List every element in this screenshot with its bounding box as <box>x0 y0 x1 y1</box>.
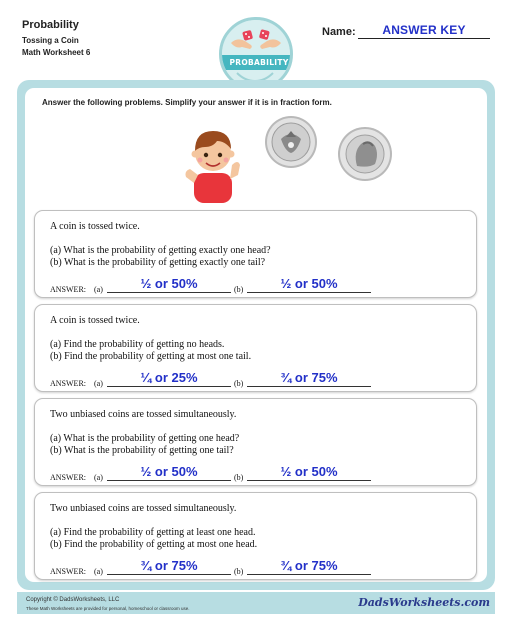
question-a: (a) What is the probability of getting exactly one head? <box>50 245 271 256</box>
problem-prompt: Two unbiased coins are tossed simultaneously. <box>50 409 237 420</box>
brand-logo: DadsWorksheets.com <box>358 596 490 609</box>
part-a-label: (a) <box>94 567 103 576</box>
problem-prompt: A coin is tossed twice. <box>50 221 140 232</box>
answer-b-line <box>247 574 371 575</box>
problem-card-3 <box>34 398 477 486</box>
answer-row <box>50 276 470 298</box>
answer-key-text: ANSWER KEY <box>382 23 466 37</box>
question-b: (b) Find the probability of getting at most one tail. <box>50 351 252 362</box>
answer-label: ANSWER: <box>50 473 86 482</box>
answer-label: ANSWER: <box>50 379 86 388</box>
question-b: (b) What is the probability of getting exactly one tail? <box>50 257 266 268</box>
problem-card-1 <box>34 210 477 298</box>
coin-heads-icon <box>333 126 397 182</box>
usage-note: These Math Worksheets are provided for personal, homeschool or classroom use. <box>26 606 190 611</box>
name-line <box>358 38 490 39</box>
part-a-label: (a) <box>94 285 103 294</box>
answer-a-value: ½ or 50% <box>140 276 198 291</box>
name-label: Name: <box>322 26 356 38</box>
answer-a-line <box>107 480 231 481</box>
worksheet-title: Probability <box>22 19 79 31</box>
answer-row <box>50 558 470 580</box>
answer-a-value: ½ or 50% <box>140 464 198 479</box>
answer-b-value: ½ or 50% <box>280 276 338 291</box>
worksheet-header <box>0 0 512 92</box>
question-a: (a) What is the probability of getting one head? <box>50 433 240 444</box>
answer-row <box>50 370 470 392</box>
worksheet-number: Math Worksheet 6 <box>22 48 91 57</box>
question-a: (a) Find the probability of getting no heads. <box>50 339 225 350</box>
answer-a-line <box>107 292 231 293</box>
part-a-label: (a) <box>94 379 103 388</box>
answer-a-line <box>107 386 231 387</box>
problem-prompt: Two unbiased coins are tossed simultaneously. <box>50 503 237 514</box>
copyright-text: Copyright © DadsWorksheets, LLC <box>26 597 120 603</box>
answer-label: ANSWER: <box>50 285 86 294</box>
boy-illustration <box>182 125 244 205</box>
answer-label: ANSWER: <box>50 567 86 576</box>
answer-b-line <box>247 386 371 387</box>
question-a: (a) Find the probability of getting at least one head. <box>50 527 256 538</box>
answer-b-value: ½ or 50% <box>280 464 338 479</box>
answer-b-value: ¾ or 75% <box>280 370 338 385</box>
part-b-label: (b) <box>234 473 244 482</box>
instructions: Answer the following problems. Simplify your answer if it is in fraction form. <box>42 98 332 107</box>
answer-b-value: ¾ or 75% <box>280 558 338 573</box>
problem-card-2 <box>34 304 477 392</box>
answer-a-value: ¼ or 25% <box>140 370 198 385</box>
problem-prompt: A coin is tossed twice. <box>50 315 140 326</box>
part-b-label: (b) <box>234 379 244 388</box>
logo-label: PROBABILITY <box>219 55 293 70</box>
question-b: (b) What is the probability of getting one tail? <box>50 445 234 456</box>
part-b-label: (b) <box>234 285 244 294</box>
worksheet-topic: Tossing a Coin <box>22 36 79 45</box>
answer-b-line <box>247 292 371 293</box>
coin-tails-icon <box>264 115 318 169</box>
problem-card-4 <box>34 492 477 580</box>
part-a-label: (a) <box>94 473 103 482</box>
answer-row <box>50 464 470 486</box>
answer-a-value: ¾ or 75% <box>140 558 198 573</box>
answer-b-line <box>247 480 371 481</box>
answer-a-line <box>107 574 231 575</box>
part-b-label: (b) <box>234 567 244 576</box>
question-b: (b) Find the probability of getting at most one head. <box>50 539 258 550</box>
